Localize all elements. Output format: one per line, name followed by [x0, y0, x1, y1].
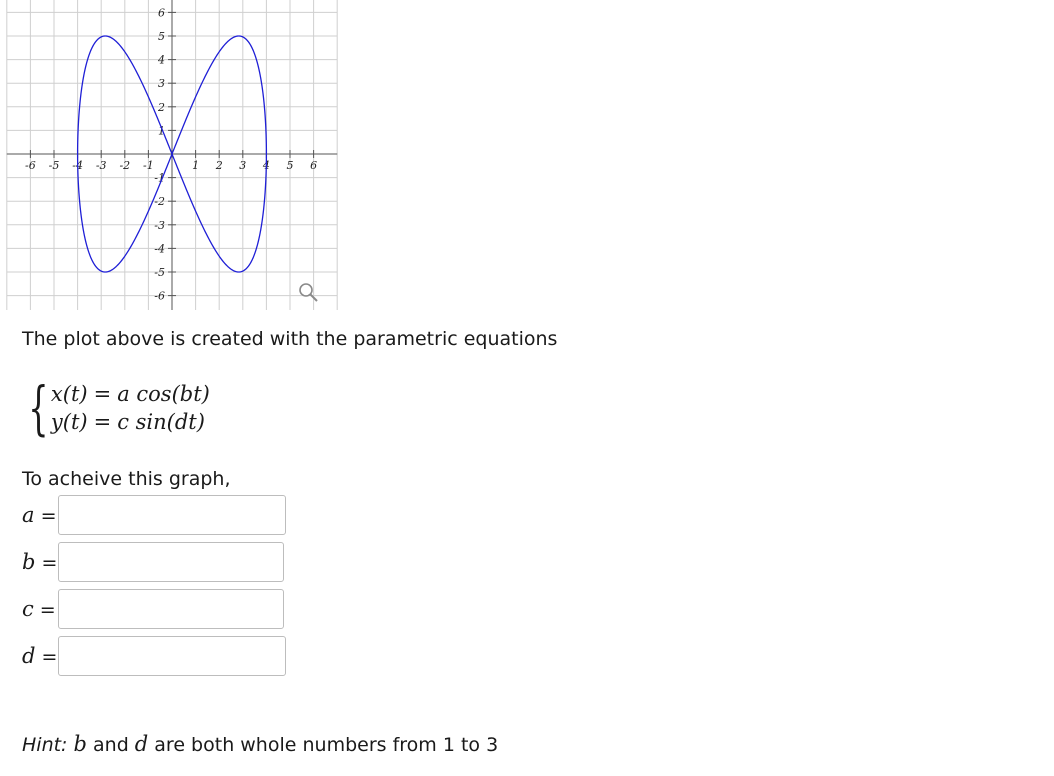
y-tick-label: 2	[158, 100, 165, 114]
equation-x-op: =	[93, 382, 112, 406]
x-tick-label: -1	[143, 159, 154, 172]
answer-var-b: b	[22, 550, 36, 574]
equation-x-lhs: x(t)	[50, 382, 88, 406]
y-tick-label: -2	[154, 195, 165, 209]
answer-row-d	[22, 636, 286, 676]
parametric-equations	[20, 372, 210, 444]
equation-y	[51, 410, 210, 434]
answer-input-a[interactable]	[58, 495, 286, 535]
x-tick-label: -3	[95, 159, 107, 172]
answer-input-b[interactable]	[58, 542, 284, 582]
hint-mid: and	[86, 734, 135, 756]
answer-label-c	[22, 597, 58, 621]
equation-y-lhs: y(t)	[50, 410, 88, 434]
answer-eq-a: =	[34, 505, 57, 527]
hint-var-b: b	[73, 732, 87, 756]
lead-in-text: To acheive this graph,	[22, 468, 231, 490]
x-tick-label: 1	[192, 159, 200, 172]
x-tick-label: 3	[239, 159, 247, 172]
x-tick-label: 6	[310, 159, 318, 172]
answer-input-c[interactable]	[58, 589, 284, 629]
answer-var-a: a	[22, 503, 35, 527]
x-tick-label: -2	[119, 159, 131, 172]
y-tick-label: 1	[158, 124, 165, 138]
equation-y-rhs: c sin(dt)	[117, 410, 205, 434]
y-tick-label: -4	[154, 242, 165, 256]
answer-eq-b: =	[35, 552, 58, 574]
x-tick-label: -5	[48, 159, 60, 172]
equation-x-rhs: a cos(bt)	[117, 382, 210, 406]
hint-rest: are both whole numbers from 1 to 3	[148, 734, 499, 756]
x-tick-label: 5	[286, 159, 294, 172]
equation-y-op: =	[93, 410, 112, 434]
hint-var-d: d	[134, 732, 149, 756]
hint-label: Hint:	[22, 734, 68, 756]
x-tick-label: 2	[215, 159, 223, 172]
answer-row-b	[22, 542, 284, 582]
answer-eq-c: =	[33, 599, 56, 621]
question-intro: The plot above is created with the parametric equations	[22, 328, 558, 350]
answer-var-d: d	[22, 644, 36, 668]
y-tick-label: -1	[154, 171, 165, 185]
equation-brace: {	[28, 374, 49, 442]
hint-text	[22, 732, 498, 756]
y-tick-label: -5	[154, 266, 165, 279]
x-tick-label: -4	[72, 159, 83, 172]
y-tick-label: 5	[158, 30, 165, 43]
answer-eq-d: =	[35, 646, 58, 668]
answer-label-d	[22, 644, 58, 668]
y-tick-label: 6	[158, 6, 165, 20]
answer-label-b	[22, 550, 58, 574]
y-tick-label: -3	[154, 218, 165, 232]
answer-row-c	[22, 589, 284, 629]
parametric-graph	[0, 0, 340, 310]
x-tick-label: 4	[262, 159, 270, 172]
equation-x	[51, 382, 210, 406]
y-tick-label: 3	[158, 77, 165, 91]
x-tick-label: -6	[25, 159, 36, 172]
answer-row-a	[22, 495, 286, 535]
magnifier-icon[interactable]	[300, 284, 317, 301]
answer-var-c: c	[22, 597, 34, 621]
answer-input-d[interactable]	[58, 636, 286, 676]
y-tick-label: 4	[158, 53, 165, 67]
y-tick-label: -6	[154, 289, 165, 303]
answer-label-a	[22, 503, 58, 527]
graph-canvas	[0, 0, 340, 310]
